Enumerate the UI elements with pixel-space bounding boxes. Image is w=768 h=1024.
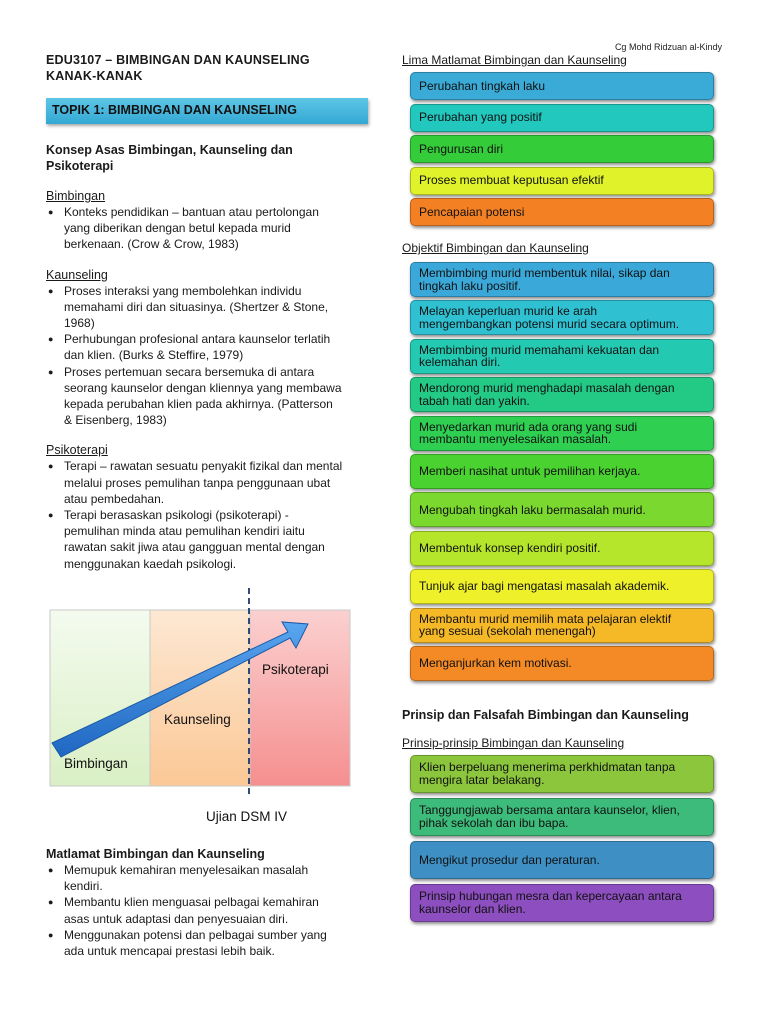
bullet-line: berkenaan. (Crow & Crow, 1983) (64, 237, 239, 252)
box-text (419, 421, 637, 446)
kaunseling-list (46, 283, 372, 429)
matlamat-list (46, 862, 372, 959)
colored-box (410, 198, 714, 226)
psikoterapi-list (46, 458, 372, 571)
colored-box (410, 416, 714, 451)
box-text-line: Membimbing murid membentuk nilai, sikap dan (419, 266, 670, 280)
konsep-heading (46, 142, 372, 174)
bullet-item (46, 458, 372, 507)
bullet-line: seorang kaunselor dengan kliennya yang membawa (64, 380, 342, 395)
box-text-line: Menganjurkan kem motivasi. (419, 656, 572, 671)
box-text-line: Menyedarkan murid ada orang yang sudi (419, 419, 638, 434)
bullet-line: dan klien. (Burks & Steffire, 1979) (64, 348, 244, 363)
author-name: Cg Mohd Ridzuan al-Kindy (614, 42, 722, 52)
colored-box (410, 262, 714, 297)
box-text-line: mengira latar belakang. (419, 772, 545, 787)
box-text (419, 804, 680, 829)
box-text (419, 111, 542, 124)
colored-box (410, 339, 714, 374)
colored-box (410, 531, 714, 566)
box-text (419, 854, 600, 867)
colored-box (410, 884, 714, 922)
box-text-line: Perubahan tingkah laku (419, 78, 546, 93)
matlamat-section (46, 846, 372, 959)
box-text (419, 580, 669, 593)
colored-box (410, 454, 714, 489)
bullet-line: ● Perhubungan profesional antara kaunselor terlatih (64, 332, 331, 347)
box-text-line: Pencapaian potensi (419, 204, 525, 219)
colored-box (410, 104, 714, 132)
box-text-line: Mengubah tingkah laku bermasalah murid. (419, 502, 646, 517)
colored-box (410, 377, 714, 412)
diagram-label-dsm: Ujian DSM IV (206, 809, 288, 824)
box-text-line: tabah hati dan yakin. (419, 393, 530, 408)
box-text-line: Proses membuat keputusan efektif (419, 173, 604, 188)
colored-box (410, 492, 714, 527)
box-text-line: mengembangkan potensi murid secara optimum. (419, 316, 680, 331)
bullet-line: ● Konteks pendidikan – bantuan atau pertolongan (64, 205, 319, 219)
kaunseling-subheading: Kaunseling (46, 267, 108, 282)
bullet-line: melalui proses pemulihan tanpa penggunaan ubat (64, 475, 331, 490)
bullet-item (46, 331, 372, 363)
colored-box (410, 841, 714, 879)
box-text-line: Membantu murid memilih mata pelajaran elektif (419, 611, 672, 626)
colored-box (410, 167, 714, 195)
box-text (419, 761, 675, 786)
lima-matlamat-boxes (410, 72, 724, 226)
box-text (419, 344, 659, 369)
left-column (46, 52, 372, 572)
colored-box (410, 755, 714, 793)
document-title-line: EDU3107 – BIMBINGAN DAN KAUNSELING (46, 53, 310, 67)
heading-line: Psikoterapi (46, 159, 114, 173)
box-text (419, 542, 600, 555)
box-text (419, 382, 675, 407)
box-text-line: Tanggungjawab bersama antara kaunselor, klien, (419, 803, 680, 818)
box-text (419, 174, 604, 187)
box-text-line: Membentuk konsep kendiri positif. (419, 540, 601, 555)
box-text (419, 305, 679, 330)
bullet-line: asas untuk adaptasi dan penyesuaian diri. (64, 911, 289, 926)
right-column (402, 52, 724, 927)
bullet-item (46, 862, 372, 894)
colored-box (410, 798, 714, 836)
colored-box (410, 569, 714, 604)
prinsip-subheading: Prinsip-prinsip Bimbingan dan Kaunseling (402, 735, 625, 750)
bullet-line: kendiri. (64, 879, 103, 894)
prinsip-boxes (410, 755, 724, 922)
bullet-item (46, 507, 372, 572)
bullet-line: yang diberikan dengan betul kepada murid (64, 221, 291, 236)
bullet-line: ● Memupuk kemahiran menyelesaikan masalah (64, 863, 309, 877)
box-text (419, 80, 545, 93)
bimbingan-list (46, 204, 372, 253)
box-text-line: kaunselor dan klien. (419, 901, 526, 916)
bullet-line: 1968) (64, 316, 95, 331)
box-text-line: Membimbing murid memahami kekuatan dan (419, 342, 660, 357)
colored-box (410, 608, 714, 643)
bullet-item (46, 364, 372, 429)
bullet-line: pemulihan minda atau pemulihan kendiri iaitu (64, 524, 305, 539)
box-text (419, 613, 671, 638)
bullet-line: ● Terapi – rawatan sesuatu penyakit fizikal dan mental (64, 459, 343, 474)
bullet-line: rawatan sakit jiwa atau gangguan mental dengan (64, 540, 325, 555)
lima-matlamat-heading: Lima Matlamat Bimbingan dan Kaunseling (402, 53, 627, 67)
box-text-line: Mengikut prosedur dan peraturan. (419, 852, 600, 867)
document-title-line: KANAK-KANAK (46, 69, 143, 83)
colored-box (410, 135, 714, 163)
continuum-svg (46, 588, 354, 828)
bullet-line: menggunakan kaedah psikologi. (64, 556, 237, 571)
bullet-line: & Eisenberg, 1983) (64, 413, 167, 428)
objektif-heading: Objektif Bimbingan dan Kaunseling (402, 241, 589, 255)
box-text-line: Memberi nasihat untuk pemilihan kerjaya. (419, 464, 641, 479)
bullet-line: ● Terapi berasaskan psikologi (psikoterapi) - (64, 508, 289, 523)
bullet-line: kepada perubahan klien pada akhirnya. (Patterson (64, 397, 333, 412)
document-title (46, 52, 372, 84)
bullet-item (46, 894, 372, 926)
box-text-line: Tunjuk ajar bagi mengatasi masalah akademik. (419, 579, 670, 594)
box-text-line: tingkah laku positif. (419, 278, 522, 293)
bullet-item (46, 927, 372, 959)
box-text-line: pihak sekolah dan ibu bapa. (419, 815, 569, 830)
bimbingan-subheading: Bimbingan (46, 189, 106, 203)
heading-line: Konsep Asas Bimbingan, Kaunseling dan (46, 143, 293, 157)
box-text-line: kelemahan diri. (419, 355, 501, 370)
bullet-line: ● Menggunakan potensi dan pelbagai sumber yang (64, 927, 327, 942)
box-text-line: Prinsip hubungan mesra dan kepercayaan antara (419, 889, 682, 904)
box-text (419, 465, 640, 478)
diagram-label-psikoterapi: Psikoterapi (262, 662, 329, 677)
box-text (419, 267, 670, 292)
bullet-line: memahami diri dan situasinya. (Shertzer & Stone, (64, 299, 329, 314)
objektif-boxes (410, 262, 724, 681)
box-text-line: Perubahan yang positif (419, 110, 542, 125)
continuum-diagram (46, 588, 354, 828)
topic-banner: TOPIK 1: BIMBINGAN DAN KAUNSELING (46, 98, 368, 124)
colored-box (410, 72, 714, 100)
psikoterapi-subheading: Psikoterapi (46, 443, 108, 458)
box-text-line: Klien berpeluang menerima perkhidmatan tanpa (419, 760, 676, 775)
diagram-label-kaunseling: Kaunseling (164, 712, 231, 727)
bullet-line: ● Membantu klien menguasai pelbagai kemahiran (64, 895, 319, 910)
box-text-line: membantu menyelesaikan masalah. (419, 432, 612, 447)
matlamat-heading: Matlamat Bimbingan dan Kaunseling (46, 847, 265, 861)
bullet-line: ● Proses interaksi yang membolehkan individu (64, 283, 302, 298)
box-text (419, 206, 524, 219)
box-text-line: Pengurusan diri (419, 141, 504, 156)
bullet-item (46, 283, 372, 332)
box-text-line: yang sesuai (sekolah menengah) (419, 624, 596, 639)
colored-box (410, 300, 714, 335)
bullet-line: atau pembedahan. (64, 491, 165, 506)
box-text-line: Melayan keperluan murid ke arah (419, 304, 598, 319)
bullet-line: ada untuk mencapai prestasi lebih baik. (64, 944, 275, 959)
box-text (419, 890, 682, 915)
bullet-line: ● Proses pertemuan secara bersemuka di antara (64, 364, 315, 379)
box-text (419, 143, 503, 156)
box-text (419, 504, 646, 517)
bullet-item (46, 204, 372, 253)
colored-box (410, 646, 714, 681)
box-text (419, 657, 572, 670)
prinsip-heading: Prinsip dan Falsafah Bimbingan dan Kaunseling (402, 707, 689, 722)
diagram-label-bimbingan: Bimbingan (64, 756, 128, 771)
box-text-line: Mendorong murid menghadapi masalah dengan (419, 381, 675, 396)
